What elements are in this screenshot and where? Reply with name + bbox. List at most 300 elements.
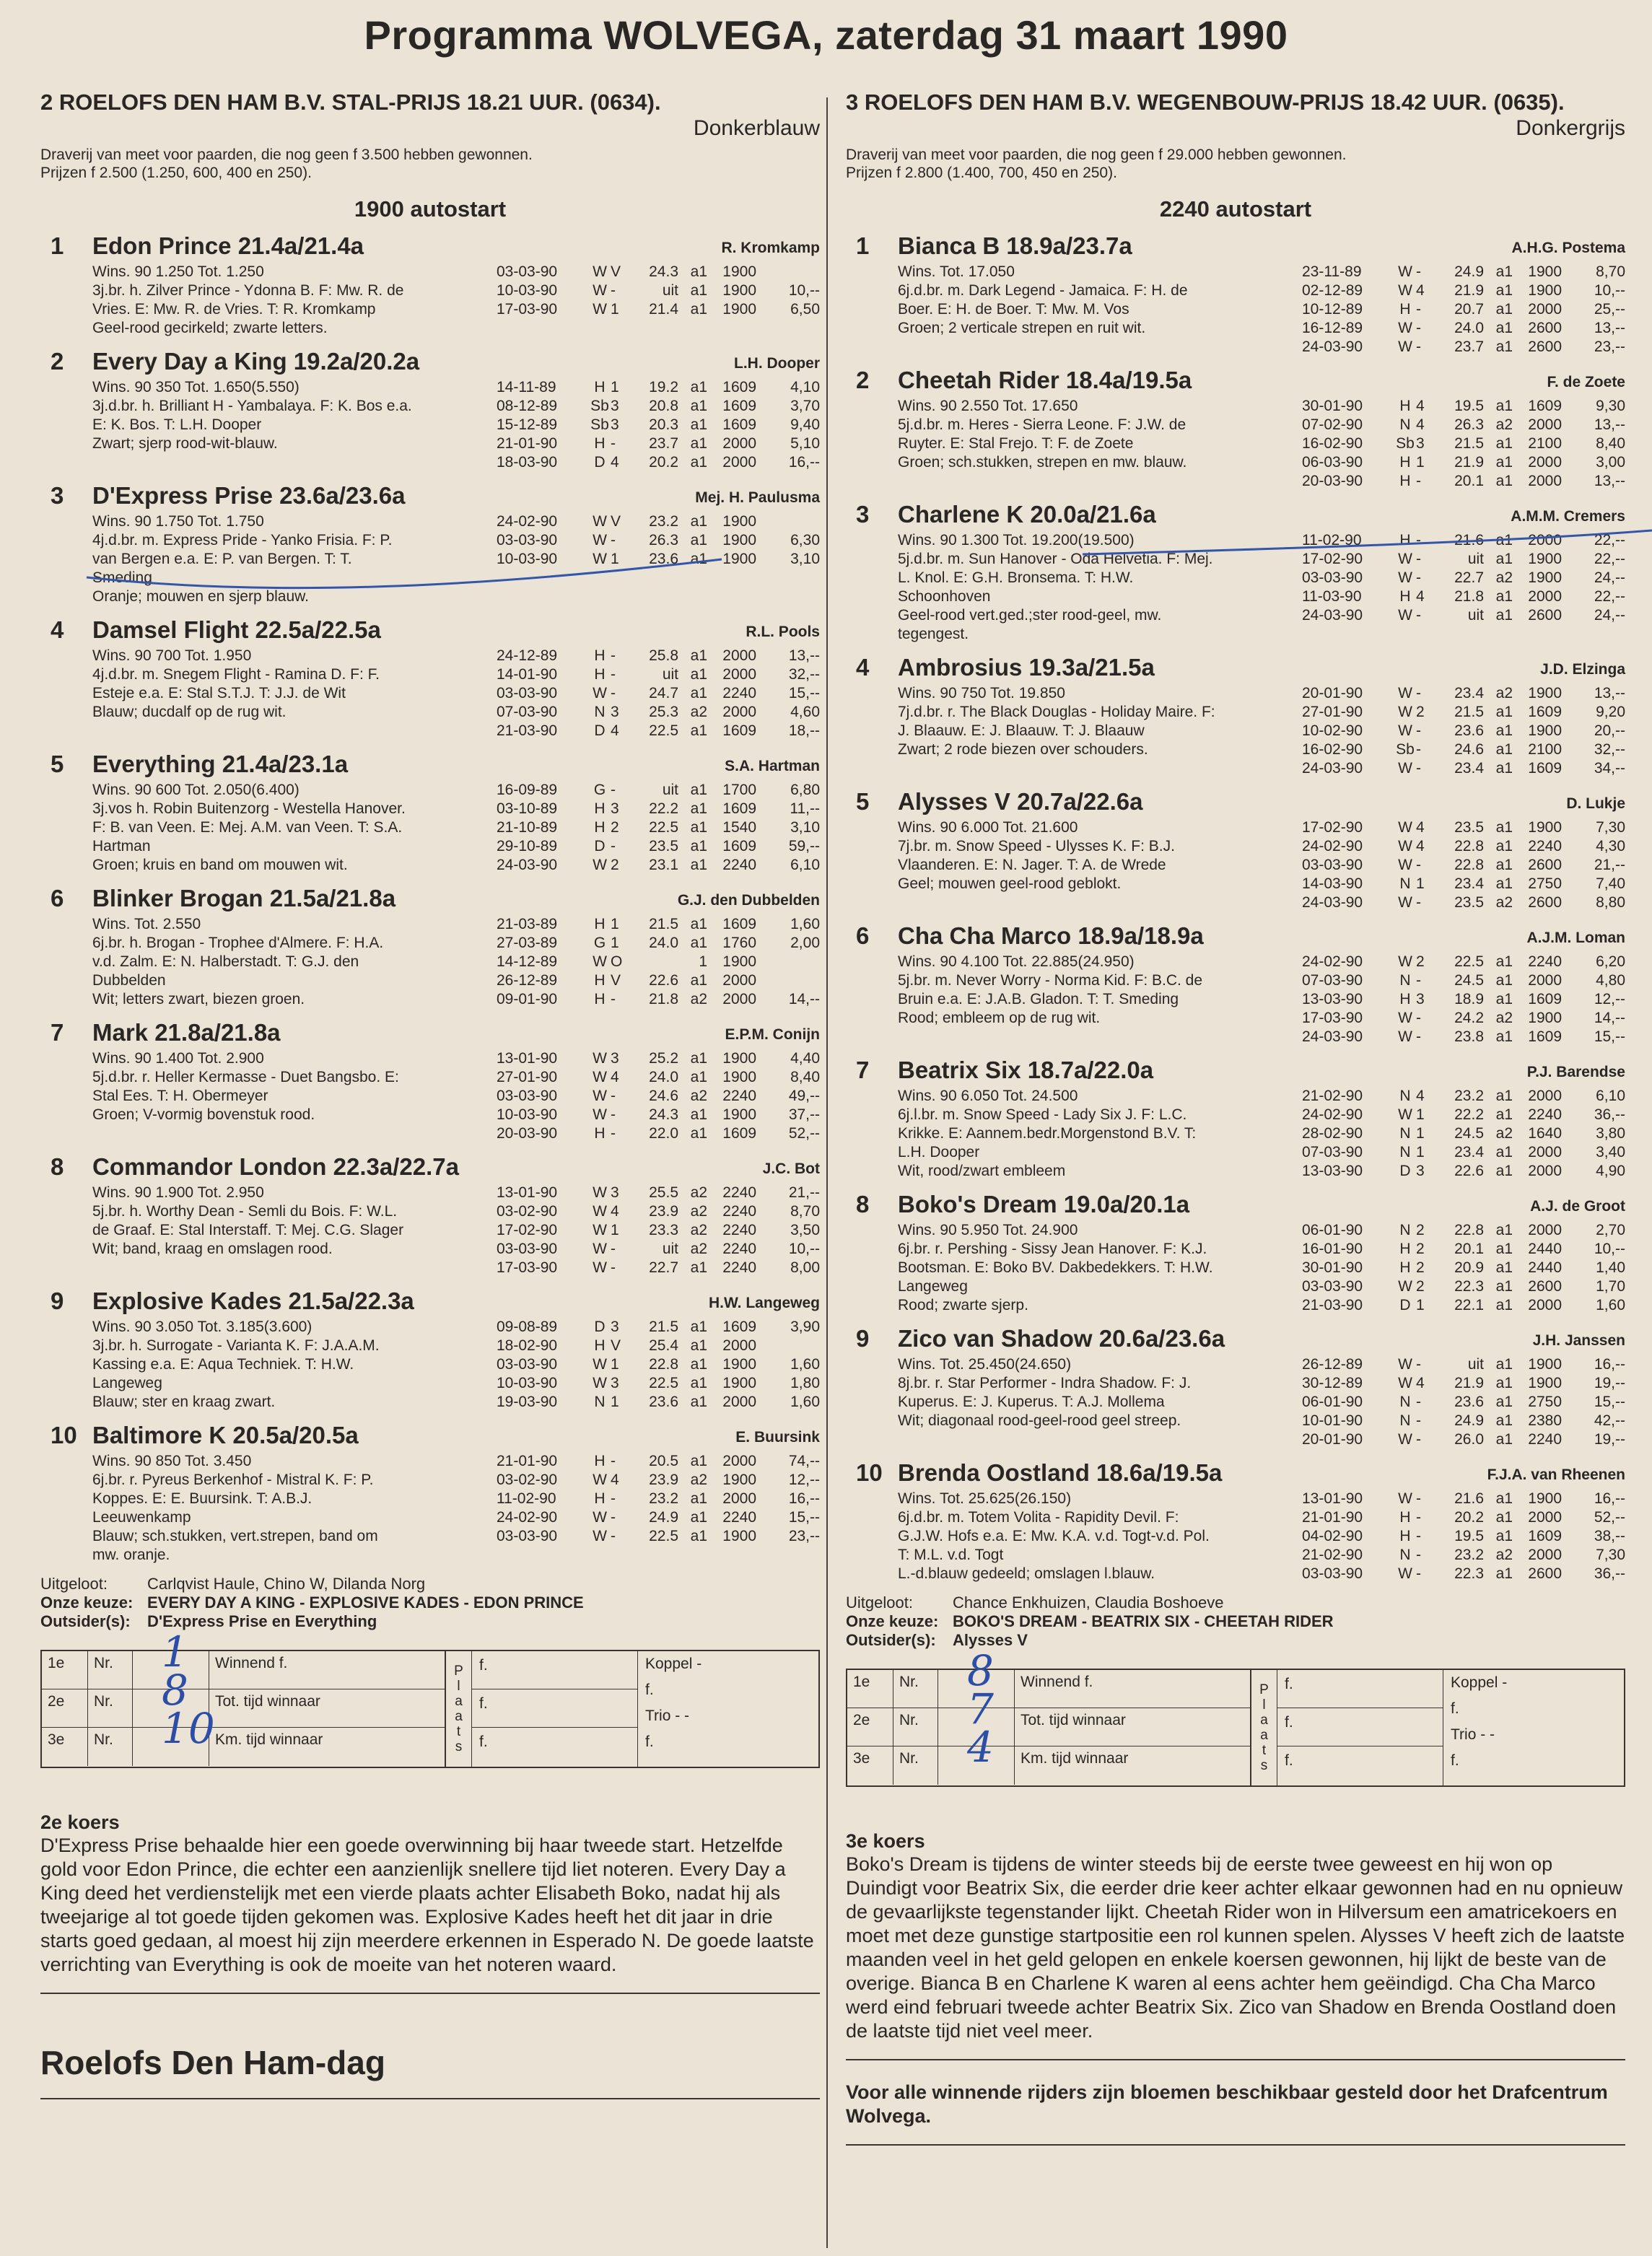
run-cell: N xyxy=(1399,1412,1411,1429)
run-cell: N xyxy=(1399,1547,1411,1563)
info-line: Wins. 90 1.250 Tot. 1.250 xyxy=(92,263,264,280)
run-cell: 2000 xyxy=(1528,1509,1562,1526)
run-cell: W xyxy=(1398,704,1412,720)
run-cell: 2000 xyxy=(1528,1297,1562,1313)
run-cell: 2 xyxy=(611,857,619,873)
run-cell: a1 xyxy=(1495,1528,1513,1544)
run-row xyxy=(1302,281,1625,300)
run-row xyxy=(497,837,820,856)
run-cell: 24-03-90 xyxy=(1302,760,1363,777)
run-row xyxy=(1302,1430,1625,1449)
run-cell: 16-02-90 xyxy=(1302,741,1363,758)
horse-number: 4 xyxy=(856,654,870,681)
plaats-vertical xyxy=(1251,1670,1277,1785)
run-cell: 27-01-90 xyxy=(497,1069,558,1085)
race-condition: Draverij van meet voor paarden, die nog geen f 3.500 hebben gewonnen. xyxy=(40,147,533,163)
run-row xyxy=(1302,759,1625,778)
run-cell: 7,30 xyxy=(1596,1547,1625,1563)
run-cell: 03-03-90 xyxy=(497,1356,558,1373)
run-cell: a1 xyxy=(690,454,707,471)
info-line: 6j.br. r. Pershing - Sissy Jean Hanover. F: K.J. xyxy=(898,1241,1207,1257)
run-cell: - xyxy=(1416,1490,1421,1507)
run-cell: 2000 xyxy=(722,704,756,720)
recent-runs xyxy=(1302,953,1625,1046)
run-cell: a1 xyxy=(690,282,707,299)
run-cell: uit xyxy=(1467,1356,1484,1373)
plaats-letter: t xyxy=(456,1724,461,1739)
run-row xyxy=(1302,1393,1625,1412)
horse-entry xyxy=(856,1459,1625,1583)
run-cell: 20-03-90 xyxy=(1302,473,1363,489)
run-cell: W xyxy=(1398,1565,1412,1582)
run-cell: 1900 xyxy=(1528,1375,1562,1391)
info-line: J. Blaauw. E: J. Blaauw. T: J. Blaauw xyxy=(898,722,1145,739)
plaats-letter: t xyxy=(1262,1743,1267,1758)
run-cell: W xyxy=(593,1203,607,1220)
horse-number: 9 xyxy=(856,1325,870,1352)
run-cell: N xyxy=(1399,972,1411,989)
run-cell: 32,-- xyxy=(788,666,820,683)
info-line: 6j.d.br. m. Totem Volita - Rapidity Devil. F: xyxy=(898,1509,1179,1526)
run-cell: a2 xyxy=(1495,1125,1513,1142)
horse-name: Blinker Brogan 21.5a/21.8a xyxy=(92,885,396,911)
run-cell: 7,30 xyxy=(1596,819,1625,836)
run-cell: W xyxy=(1398,760,1412,777)
horse-header xyxy=(856,367,1625,397)
run-cell: a1 xyxy=(690,666,707,683)
place-payouts xyxy=(472,1651,638,1767)
run-cell: 23,-- xyxy=(1594,338,1625,355)
run-cell: 22.0 xyxy=(649,1125,678,1142)
run-cell: a1 xyxy=(1495,263,1513,280)
run-cell: 13-03-90 xyxy=(1302,991,1363,1007)
run-cell: - xyxy=(1416,607,1421,624)
horse-name: Ambrosius 19.3a/21.5a xyxy=(898,654,1155,681)
run-cell: 1900 xyxy=(722,1106,756,1123)
run-cell: 1760 xyxy=(722,935,756,951)
run-cell: 20.3 xyxy=(649,416,678,433)
combo-line: f. xyxy=(645,1733,654,1750)
horse-driver: S.A. Hartman xyxy=(725,758,820,774)
start-distance: 1900 autostart xyxy=(354,196,507,222)
run-cell: - xyxy=(1416,1509,1421,1526)
handwritten-number: 7 xyxy=(967,1684,994,1733)
run-cell: 1 xyxy=(611,551,619,567)
horse-driver: H.W. Langeweg xyxy=(708,1295,820,1311)
run-cell: 3 xyxy=(611,1184,619,1201)
run-cell: W xyxy=(1398,685,1412,701)
horse-header xyxy=(51,1287,820,1318)
run-cell: 13,-- xyxy=(788,647,820,664)
horse-name: Every Day a King 19.2a/20.2a xyxy=(92,348,420,375)
run-row xyxy=(497,281,820,300)
run-cell: 2240 xyxy=(722,1203,756,1220)
info-line: Wins. 90 700 Tot. 1.950 xyxy=(92,647,252,664)
horse-details xyxy=(898,684,1625,778)
run-cell: N xyxy=(1399,1394,1411,1410)
horse-details xyxy=(92,1452,820,1565)
run-row xyxy=(497,818,820,837)
run-cell: a1 xyxy=(690,647,707,664)
run-cell: D xyxy=(1399,1163,1411,1179)
run-cell: W xyxy=(1398,857,1412,873)
run-row xyxy=(497,1259,820,1277)
run-cell: 24.0 xyxy=(649,935,678,951)
horse-details xyxy=(898,1087,1625,1181)
run-cell: 1609 xyxy=(1528,398,1562,414)
run-row xyxy=(1302,1009,1625,1028)
info-line: Dubbelden xyxy=(92,972,166,989)
run-cell: W xyxy=(593,301,607,318)
run-cell: 26.0 xyxy=(1454,1431,1484,1448)
run-cell: W xyxy=(593,282,607,299)
run-cell: a1 xyxy=(690,416,707,433)
run-cell: uit xyxy=(662,782,678,798)
run-cell: V xyxy=(611,972,621,989)
info-line: Bootsman. E: Boko BV. Dakbedekkers. T: H.W. xyxy=(898,1259,1213,1276)
run-cell: 3 xyxy=(611,1319,619,1335)
run-cell: H xyxy=(1399,454,1411,471)
run-cell: 03-03-90 xyxy=(1302,1565,1363,1582)
run-cell: a1 xyxy=(690,1528,707,1544)
run-row xyxy=(497,1124,820,1143)
run-cell: a1 xyxy=(1495,1490,1513,1507)
keuze: BOKO'S DREAM - BEATRIX SIX - CHEETAH RIDER xyxy=(953,1612,1334,1630)
run-cell: 8,80 xyxy=(1596,894,1625,911)
recent-runs xyxy=(497,915,820,1009)
horse-info xyxy=(898,684,1302,759)
info-line: 6j.br. h. Brogan - Trophee d'Almere. F: H.A. xyxy=(92,935,384,951)
horse-header xyxy=(51,885,820,915)
page-title: Programma WOLVEGA, zaterdag 31 maart 1990 xyxy=(364,12,1288,58)
run-cell: - xyxy=(1416,320,1421,336)
run-cell: a1 xyxy=(690,513,707,530)
run-cell: a1 xyxy=(1495,454,1513,471)
combo-line: f. xyxy=(1451,1752,1459,1769)
run-row xyxy=(497,1106,820,1124)
info-line: E: K. Bos. T: L.H. Dooper xyxy=(92,416,262,433)
run-cell: 23.9 xyxy=(649,1472,678,1488)
result-row xyxy=(42,1704,445,1766)
info-line: Wins. 90 4.100 Tot. 22.885(24.950) xyxy=(898,953,1135,970)
run-cell: W xyxy=(593,551,607,567)
plaats-letter: s xyxy=(455,1739,463,1754)
run-cell: 2240 xyxy=(1528,1106,1562,1123)
run-cell: W xyxy=(1398,1010,1412,1026)
horse-entry xyxy=(856,367,1625,491)
run-cell: 34,-- xyxy=(1594,760,1625,777)
run-cell: 10,-- xyxy=(788,1241,820,1257)
race-summary xyxy=(40,1575,820,1631)
run-cell: W xyxy=(593,263,607,280)
run-cell: 03-10-89 xyxy=(497,800,558,817)
info-line: Wins. 90 1.750 Tot. 1.750 xyxy=(92,513,264,530)
run-cell: N xyxy=(1399,1088,1411,1104)
run-cell: 20.5 xyxy=(649,1453,678,1469)
run-cell: 1,60 xyxy=(790,1394,820,1410)
run-cell: a1 xyxy=(1495,819,1513,836)
horse-details xyxy=(898,263,1625,357)
info-line: Groen; sch.stukken, strepen en mw. blauw. xyxy=(898,454,1187,471)
run-cell: a1 xyxy=(690,1509,707,1526)
run-row xyxy=(497,550,820,569)
run-cell: 1540 xyxy=(722,819,756,836)
horse-driver: R. Kromkamp xyxy=(721,240,820,256)
horse-details xyxy=(898,818,1625,912)
run-cell: 23.6 xyxy=(1454,1394,1484,1410)
run-cell: 17-02-90 xyxy=(497,1222,558,1238)
horse-info xyxy=(898,953,1302,1028)
run-row xyxy=(497,1184,820,1202)
run-cell: - xyxy=(611,435,616,452)
run-cell: a1 xyxy=(690,1259,707,1276)
payout-cell: f. xyxy=(479,1733,488,1750)
info-line: Blauw; ster en kraag zwart. xyxy=(92,1394,276,1410)
place-payouts xyxy=(1277,1670,1443,1785)
payout-cell: f. xyxy=(1277,1670,1443,1708)
run-row xyxy=(1302,550,1625,569)
run-cell: a2 xyxy=(1495,894,1513,911)
run-cell: a2 xyxy=(690,704,707,720)
horse-name: Edon Prince 21.4a/21.4a xyxy=(92,232,364,259)
run-cell: 24-02-90 xyxy=(1302,1106,1363,1123)
info-line: 5j.d.br. r. Heller Kermasse - Duet Bangsbo. E: xyxy=(92,1069,399,1085)
horse-name: Zico van Shadow 20.6a/23.6a xyxy=(898,1325,1225,1352)
run-cell: 22,-- xyxy=(1594,588,1625,605)
race-commentary xyxy=(40,1811,820,1977)
run-row xyxy=(497,856,820,875)
run-cell: H xyxy=(1399,1259,1411,1276)
run-row xyxy=(497,665,820,684)
summary-line xyxy=(846,1612,1625,1631)
horse-driver: F. de Zoete xyxy=(1547,374,1625,390)
run-cell: 4 xyxy=(611,722,619,739)
run-row xyxy=(497,378,820,397)
info-line: 5j.d.br. m. Sun Hanover - Oda Helvetia. F: Mej. xyxy=(898,551,1213,567)
run-cell: 10,-- xyxy=(1594,1241,1625,1257)
horse-header xyxy=(856,1459,1625,1490)
outsider-label: Outsider(s): xyxy=(846,1631,936,1649)
run-cell: - xyxy=(1416,1412,1421,1429)
horse-entry xyxy=(856,1057,1625,1181)
run-cell: a1 xyxy=(1495,1163,1513,1179)
run-cell: 15,-- xyxy=(1594,1028,1625,1045)
run-cell: 22.3 xyxy=(1454,1565,1484,1582)
run-cell: 10-03-90 xyxy=(497,282,558,299)
run-cell: 1609 xyxy=(722,722,756,739)
separator-line xyxy=(40,1993,820,1994)
run-cell: 1609 xyxy=(722,416,756,433)
run-cell: 22.5 xyxy=(649,1375,678,1391)
info-line: Oranje; mouwen en sjerp blauw. xyxy=(92,588,309,605)
horse-number: 7 xyxy=(856,1057,870,1083)
run-cell: 24.2 xyxy=(1454,1010,1484,1026)
run-cell: W xyxy=(593,1088,607,1104)
run-cell: 23.5 xyxy=(649,838,678,854)
run-row xyxy=(1302,1565,1625,1583)
horse-driver: Mej. H. Paulusma xyxy=(695,489,820,506)
run-cell: 1609 xyxy=(722,1319,756,1335)
info-line: Wins. Tot. 25.450(24.650) xyxy=(898,1356,1072,1373)
run-cell: 18.9 xyxy=(1454,991,1484,1007)
info-line: 6j.br. r. Pyreus Berkenhof - Mistral K. F: P. xyxy=(92,1472,374,1488)
run-cell: 4,10 xyxy=(790,379,820,395)
run-cell: 1,60 xyxy=(790,916,820,932)
run-cell: a1 xyxy=(1495,1297,1513,1313)
run-cell: G xyxy=(593,935,606,951)
run-cell: a1 xyxy=(690,435,707,452)
run-cell: a1 xyxy=(1495,1278,1513,1295)
run-cell: - xyxy=(1416,972,1421,989)
run-cell: 6,10 xyxy=(1596,1088,1625,1104)
run-row xyxy=(497,300,820,319)
run-cell: - xyxy=(611,1241,616,1257)
run-cell: 08-12-89 xyxy=(497,398,558,414)
run-row xyxy=(1302,300,1625,319)
horse-number: 9 xyxy=(51,1287,64,1314)
horse-details xyxy=(898,397,1625,491)
recent-runs xyxy=(1302,818,1625,912)
run-cell: 2100 xyxy=(1528,435,1562,452)
run-cell: 16,-- xyxy=(788,1490,820,1507)
run-cell: 23.6 xyxy=(1454,722,1484,739)
info-line: 5j.br. h. Worthy Dean - Semli du Bois. F: W.L. xyxy=(92,1203,398,1220)
run-cell: 22.6 xyxy=(1454,1163,1484,1179)
run-cell: 13-03-90 xyxy=(1302,1163,1363,1179)
run-cell: - xyxy=(611,1490,616,1507)
run-cell: 1900 xyxy=(722,532,756,548)
run-cell: 22.8 xyxy=(1454,1222,1484,1238)
run-cell: W xyxy=(1398,1028,1412,1045)
horse-header xyxy=(856,654,1625,684)
run-cell: - xyxy=(1416,857,1421,873)
run-cell: W xyxy=(1398,819,1412,836)
result-label: Winnend f. xyxy=(215,1655,288,1671)
run-cell: - xyxy=(611,685,616,701)
run-row xyxy=(1302,1162,1625,1181)
run-cell: 2240 xyxy=(722,1241,756,1257)
run-cell: - xyxy=(611,666,616,683)
run-cell: 23.8 xyxy=(1454,1028,1484,1045)
run-cell: 23.4 xyxy=(1454,1144,1484,1160)
run-cell: 24.7 xyxy=(649,685,678,701)
run-cell: W xyxy=(1398,320,1412,336)
horse-number: 2 xyxy=(856,367,870,393)
run-cell: 2600 xyxy=(1528,1565,1562,1582)
horse-entry xyxy=(856,232,1625,357)
run-cell: uit xyxy=(662,282,678,299)
run-cell: a1 xyxy=(1495,1144,1513,1160)
run-cell: 2100 xyxy=(1528,741,1562,758)
run-row xyxy=(1302,319,1625,338)
horse-details xyxy=(92,1184,820,1277)
run-cell: W xyxy=(1398,607,1412,624)
keuze-label: Onze keuze: xyxy=(846,1612,939,1630)
run-cell: 24-03-90 xyxy=(1302,894,1363,911)
horse-details xyxy=(92,781,820,875)
run-cell: 4 xyxy=(1416,1375,1425,1391)
run-cell: 4 xyxy=(1416,398,1425,414)
horse-details xyxy=(898,1355,1625,1449)
run-row xyxy=(1302,1087,1625,1106)
run-row xyxy=(497,453,820,472)
run-row xyxy=(497,990,820,1009)
info-line: mw. oranje. xyxy=(92,1547,170,1563)
horse-entry xyxy=(51,232,820,338)
place-label: 3e xyxy=(847,1746,893,1785)
place-label: 3e xyxy=(42,1728,88,1766)
recent-runs xyxy=(1302,397,1625,491)
horse-header xyxy=(856,788,1625,818)
run-cell: 24.3 xyxy=(649,263,678,280)
horse-details xyxy=(898,953,1625,1046)
horse-driver: D. Lukje xyxy=(1566,795,1625,812)
result-label: Tot. tijd winnaar xyxy=(215,1693,320,1710)
run-cell: 1900 xyxy=(1528,1490,1562,1507)
run-cell: 07-03-90 xyxy=(497,704,558,720)
run-cell: 2600 xyxy=(1528,320,1562,336)
nr-label: Nr. xyxy=(893,1708,938,1746)
horse-entry xyxy=(51,1287,820,1412)
run-cell: 24-03-90 xyxy=(1302,607,1363,624)
run-cell: 23.2 xyxy=(1454,1088,1484,1104)
run-cell: a1 xyxy=(690,1125,707,1142)
handwritten-number-cell xyxy=(133,1704,215,1766)
run-cell: 1640 xyxy=(1528,1125,1562,1142)
run-cell: a1 xyxy=(690,1337,707,1354)
horse-number: 3 xyxy=(51,482,64,509)
run-row xyxy=(497,800,820,818)
run-cell: W xyxy=(593,1356,607,1373)
run-cell: 23.4 xyxy=(1454,760,1484,777)
info-line: Wins. 90 1.400 Tot. 2.900 xyxy=(92,1050,264,1067)
horse-info xyxy=(92,1452,497,1565)
run-cell: 2600 xyxy=(1528,338,1562,355)
plaats-vertical xyxy=(446,1651,472,1767)
separator-line xyxy=(846,2144,1625,2146)
plaats-letter: a xyxy=(455,1709,463,1724)
info-line: Wins. Tot. 25.625(26.150) xyxy=(898,1490,1072,1507)
run-cell: W xyxy=(1398,1106,1412,1123)
run-cell: 2440 xyxy=(1528,1241,1562,1257)
info-line: Wins. 90 2.550 Tot. 17.650 xyxy=(898,398,1078,414)
run-cell: a2 xyxy=(690,1184,707,1201)
combination-payouts xyxy=(1443,1670,1624,1785)
run-cell: D xyxy=(594,722,606,739)
horse-header xyxy=(51,232,820,263)
horse-info xyxy=(898,1087,1302,1181)
run-cell: 24-02-90 xyxy=(497,513,558,530)
horse-name: Brenda Oostland 18.6a/19.5a xyxy=(898,1459,1223,1486)
run-cell: 9,30 xyxy=(1596,398,1625,414)
result-label: Km. tijd winnaar xyxy=(1021,1750,1129,1767)
run-cell: 11,-- xyxy=(790,800,820,817)
result-label: Winnend f. xyxy=(1021,1674,1093,1690)
run-cell: W xyxy=(593,1509,607,1526)
run-cell: 13,-- xyxy=(1594,473,1625,489)
run-cell: 21,-- xyxy=(788,1184,820,1201)
run-cell: a1 xyxy=(1495,1394,1513,1410)
handwritten-number: 4 xyxy=(967,1723,994,1772)
horse-header xyxy=(51,1019,820,1049)
horse-details xyxy=(92,1318,820,1412)
run-cell: a1 xyxy=(690,1319,707,1335)
run-cell: 24.9 xyxy=(649,1509,678,1526)
info-line: Wins. 90 6.050 Tot. 24.500 xyxy=(898,1088,1078,1104)
horse-info xyxy=(898,1490,1302,1583)
horse-number: 8 xyxy=(856,1191,870,1217)
run-cell: 8,40 xyxy=(1596,435,1625,452)
